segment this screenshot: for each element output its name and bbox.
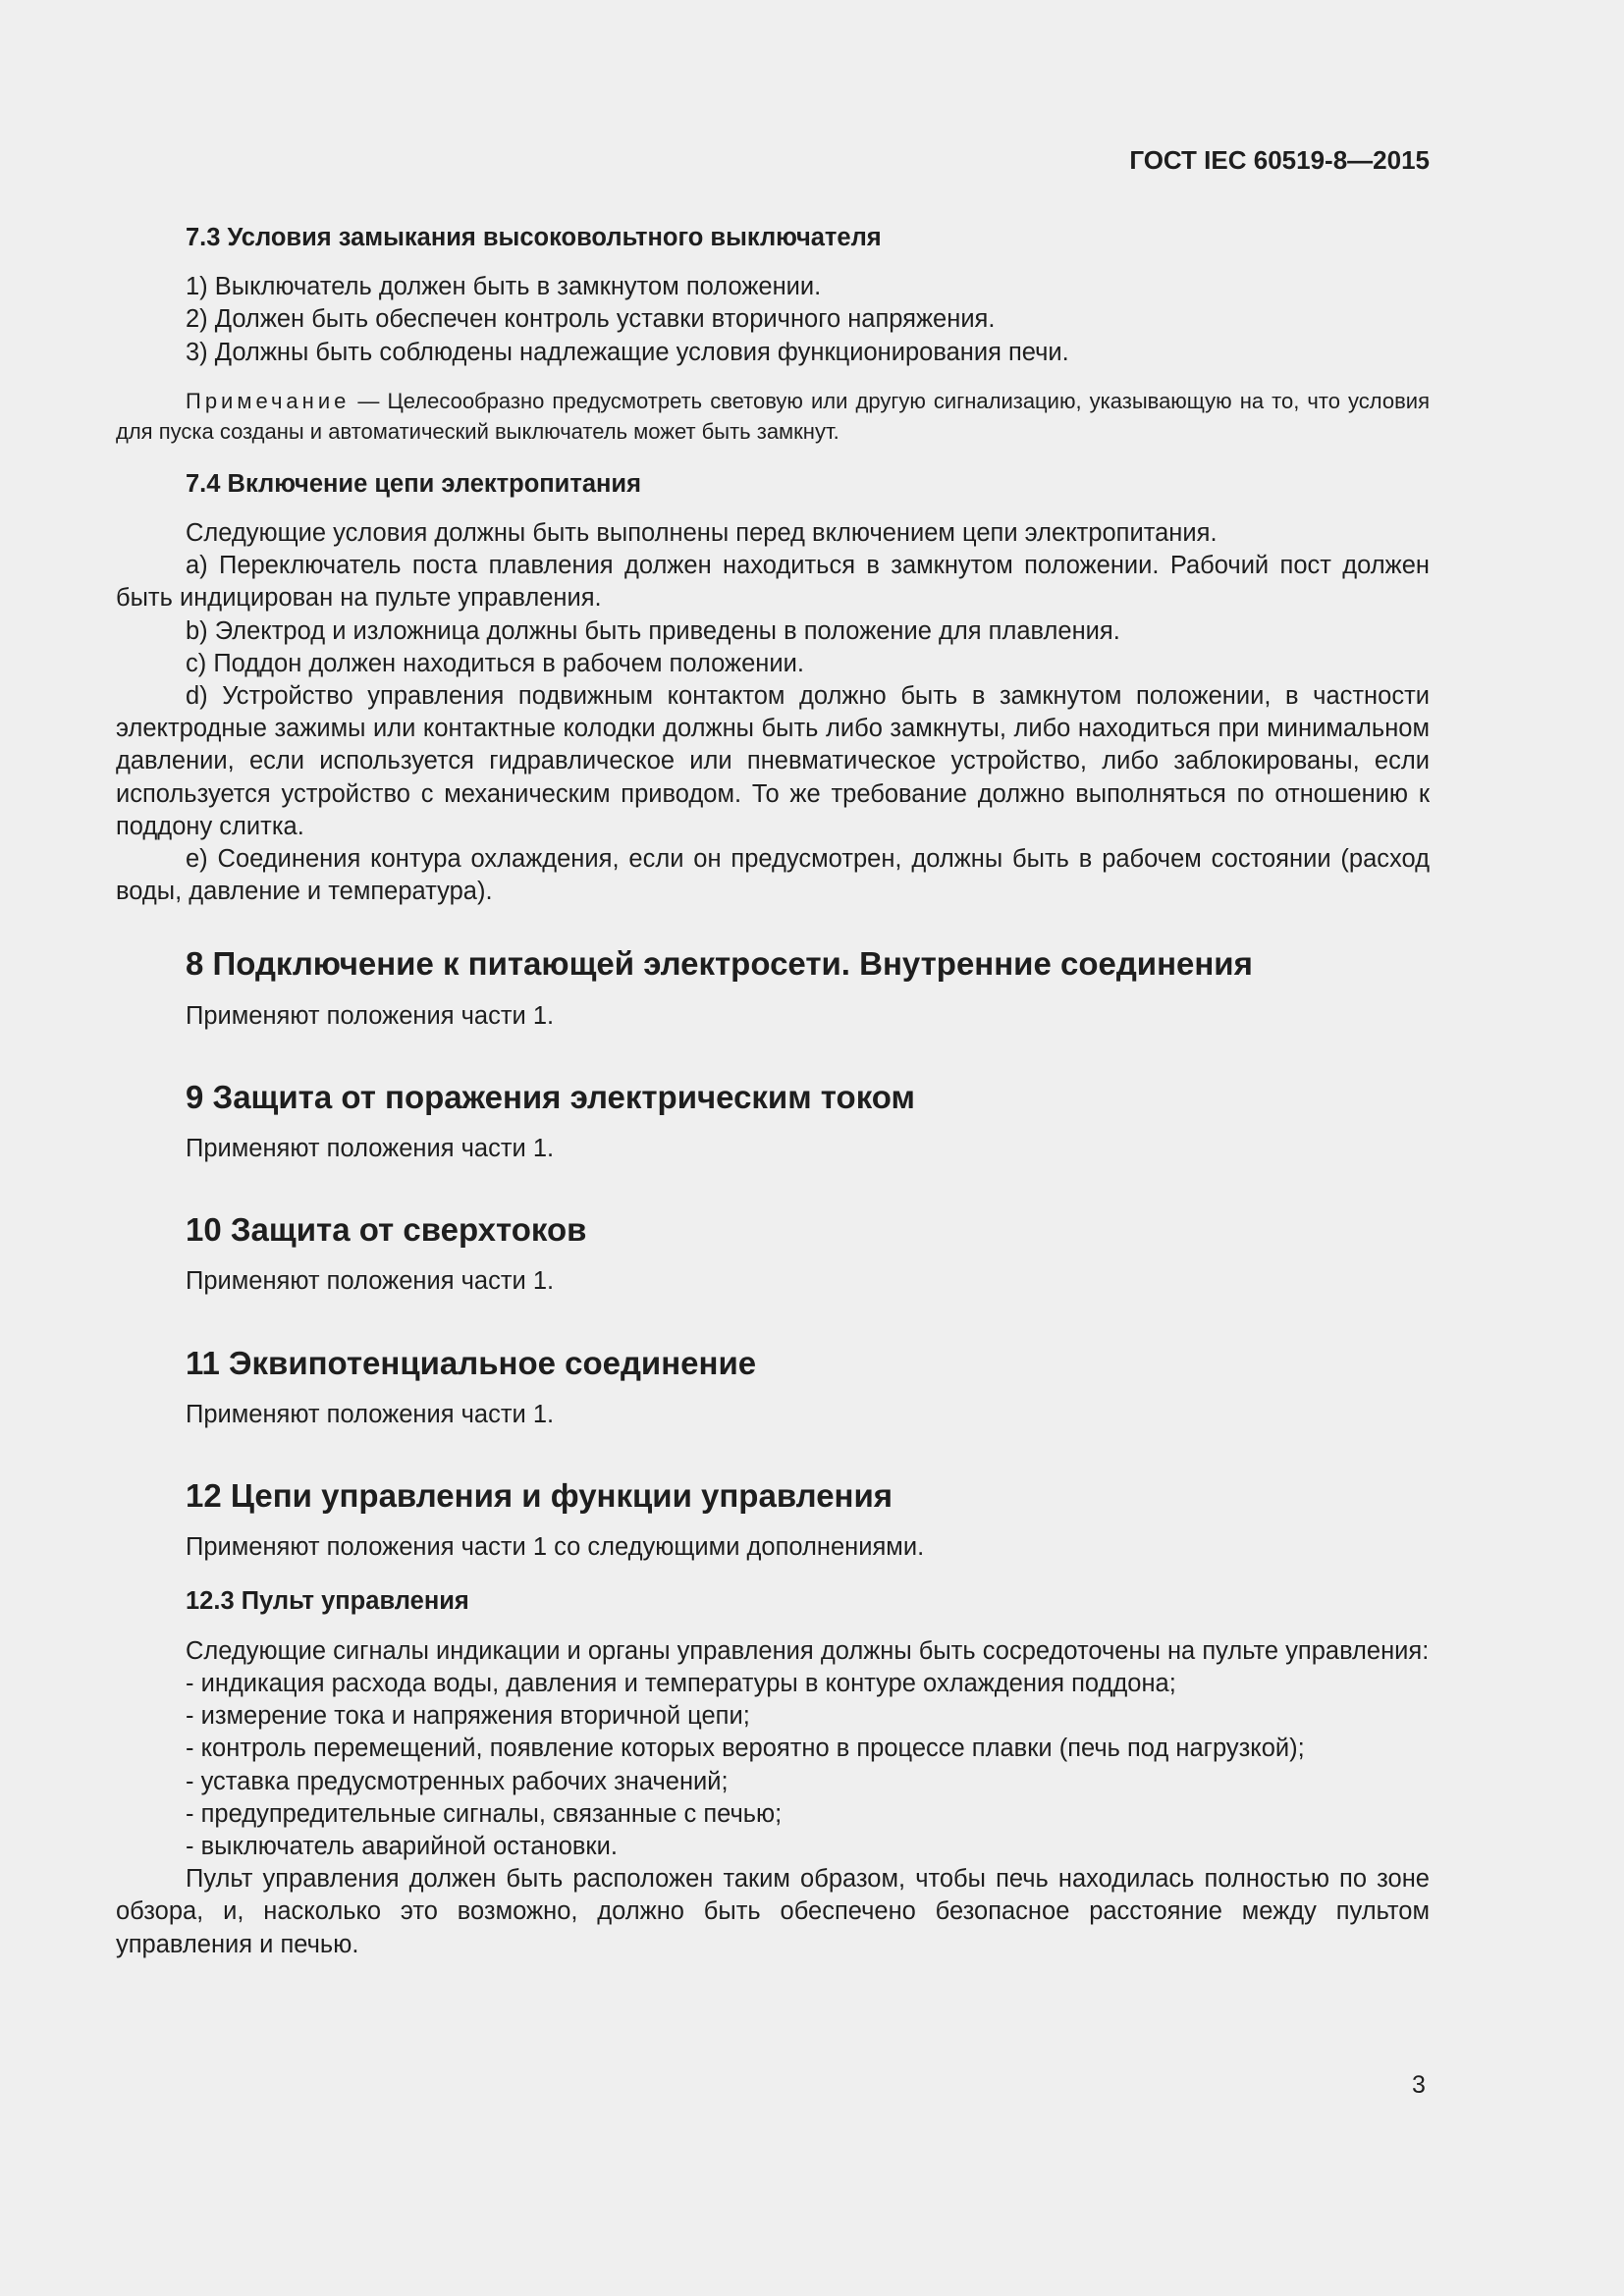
page-number: 3 bbox=[1412, 2071, 1426, 2099]
list-item: - уставка предусмотренных рабочих значений; bbox=[186, 1767, 729, 1795]
subsection-12-3-title: 12.3 Пульт управления bbox=[186, 1587, 469, 1616]
note-label: Примечание bbox=[186, 388, 351, 413]
paragraph: Применяют положения части 1 со следующими дополнениями. bbox=[186, 1533, 925, 1562]
section-10-title: 10 Защита от сверхтоков bbox=[186, 1211, 587, 1249]
list-item: 2) Должен быть обеспечен контроль уставки вторичного напряжения. bbox=[186, 305, 996, 334]
paragraph: Следующие сигналы индикации и органы управления должны быть сосредоточены на пульте управления: bbox=[186, 1636, 1430, 1665]
paragraph: Применяют положения части 1. bbox=[186, 1400, 555, 1428]
section-8-title: 8 Подключение к питающей электросети. Внутренние соединения bbox=[186, 945, 1253, 983]
paragraph: Следующие условия должны быть выполнены перед включением цепи электропитания. bbox=[186, 519, 1218, 548]
paragraph: Пульт управления должен быть расположен таким образом, чтобы печь находилась полностью по зоне обзора, и, насколько это возможно, должно быть обеспечено безопасное расстояние между пультом управления и печью. bbox=[116, 1865, 1430, 1958]
subsection-7-3-title: 7.3 Условия замыкания высоковольтного выключателя bbox=[186, 224, 882, 251]
list-item: b) Электрод и изложница должны быть приведены в положение для плавления. bbox=[186, 616, 1120, 645]
section-9-title: 9 Защита от поражения электрическим током bbox=[186, 1078, 915, 1115]
list-item: e) Соединения контура охлаждения, если он предусмотрен, должны быть в рабочем состоянии (расход воды, давление и температура). bbox=[116, 845, 1430, 906]
list-item: c) Поддон должен находиться в рабочем положении. bbox=[186, 649, 804, 677]
section-11-title: 11 Эквипотенциальное соединение bbox=[186, 1344, 757, 1381]
list-item: a) Переключатель поста плавления должен находиться в замкнутом положении. Рабочий пост должен быть индицирован на пульте управления. bbox=[116, 552, 1430, 613]
paragraph: Применяют положения части 1. bbox=[186, 1267, 555, 1296]
note-text: — Целесообразно предусмотреть световую или другую сигнализацию, указывающую на то, что условия для пуска созданы и автоматический выключатель может быть замкнут. bbox=[116, 388, 1430, 444]
paragraph: Применяют положения части 1. bbox=[186, 1001, 555, 1030]
document-code-header: ГОСТ IEC 60519-8—2015 bbox=[1129, 145, 1430, 175]
list-item: - индикация расхода воды, давления и температуры в контуре охлаждения поддона; bbox=[186, 1669, 1176, 1697]
list-item: - измерение тока и напряжения вторичной цепи; bbox=[186, 1702, 750, 1731]
list-item: - контроль перемещений, появление которых вероятно в процессе плавки (печь под нагрузкой); bbox=[186, 1735, 1305, 1763]
paragraph: Применяют положения части 1. bbox=[186, 1135, 555, 1163]
list-item: 1) Выключатель должен быть в замкнутом положении. bbox=[186, 273, 822, 301]
list-item: 3) Должны быть соблюдены надлежащие условия функционирования печи. bbox=[186, 338, 1069, 366]
section-12-title: 12 Цепи управления и функции управления bbox=[186, 1477, 893, 1515]
document-body bbox=[116, 222, 1430, 1961]
list-item: - выключатель аварийной остановки. bbox=[186, 1832, 618, 1860]
list-item: d) Устройство управления подвижным контактом должно быть в замкнутом положении, в частности электродные зажимы или контактные колодки должны быть либо замкнуты, либо находиться при минимальном давлении, если используется гидравлическое или пневматическое устройство, либо заблокированы, если используется устройство с механическим приводом. То же требование должно выполняться по отношению к поддону слитка. bbox=[116, 682, 1430, 840]
subsection-7-4-title: 7.4 Включение цепи электропитания bbox=[186, 469, 641, 498]
note-paragraph bbox=[116, 386, 1430, 447]
list-item: - предупредительные сигналы, связанные с печью; bbox=[186, 1799, 783, 1828]
